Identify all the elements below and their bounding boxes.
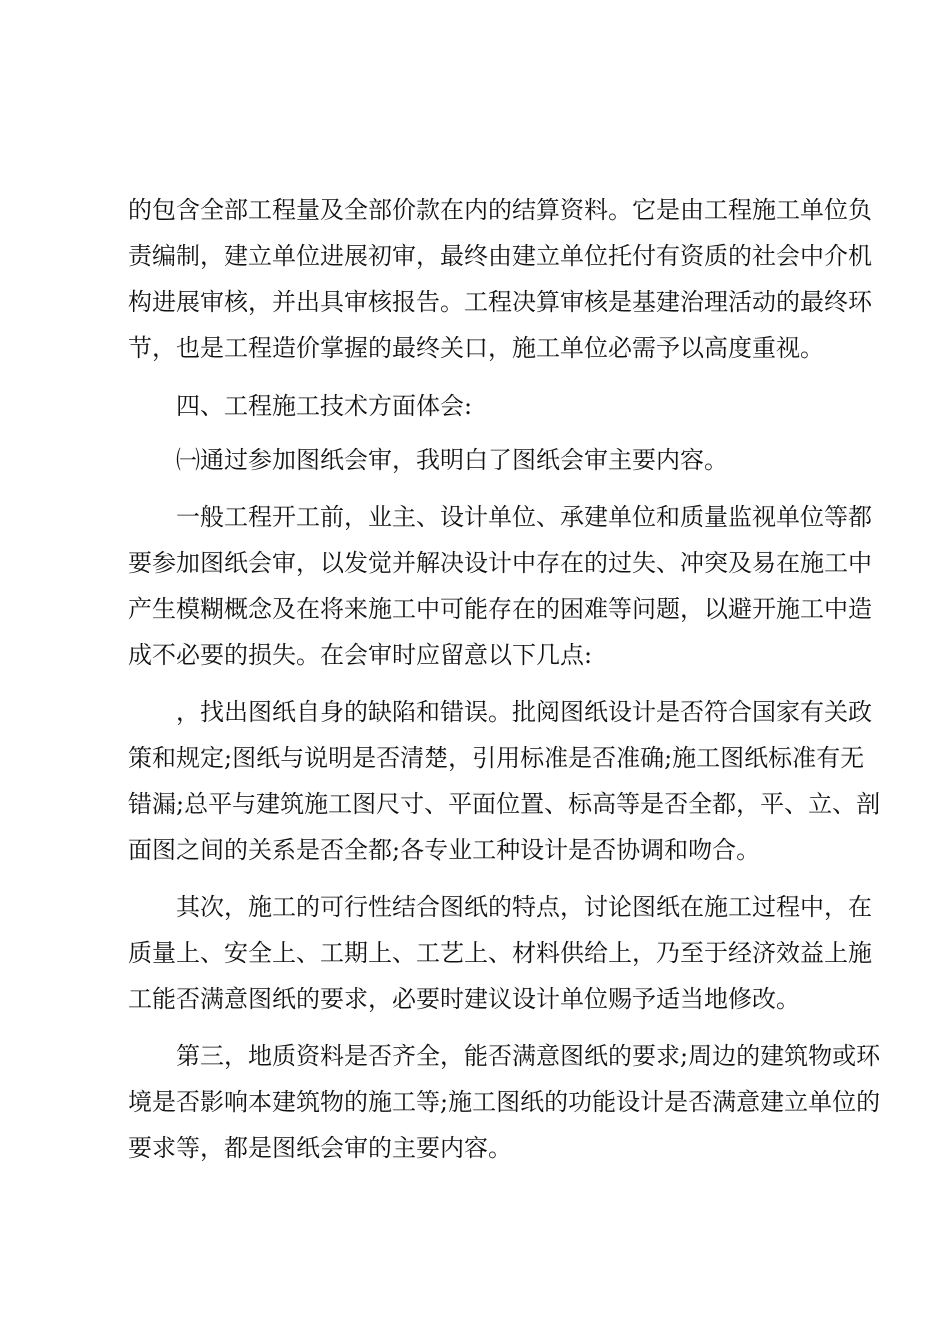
text-line: 产生模糊概念及在将来施工中可能存在的困难等问题，以避开施工中造 (128, 595, 872, 623)
text-line: 责编制，建立单位进展初审，最终由建立单位托付有资质的社会中介机 (128, 242, 872, 270)
text-line: 错漏;总平与建筑施工图尺寸、平面位置、标高等是否全都，平、立、剖 (128, 790, 881, 818)
text-line: 第三，地质资料是否齐全，能否满意图纸的要求;周边的建筑物或环 (176, 1042, 881, 1070)
text-line: 质量上、安全上、工期上、工艺上、材料供给上，乃至于经济效益上施 (128, 939, 872, 967)
text-line: ，找出图纸自身的缺陷和错误。批阅图纸设计是否符合国家有关政 (176, 698, 872, 726)
text-line: 要参加图纸会审，以发觉并解决设计中存在的过失、冲突及易在施工中 (128, 549, 872, 577)
text-line: 工能否满意图纸的要求，必要时建议设计单位赐予适当地修改。 (128, 985, 800, 1013)
subsection-heading: ㈠通过参加图纸会审，我明白了图纸会审主要内容。 (176, 446, 728, 474)
text-line: 一般工程开工前，业主、设计单位、承建单位和质量监视单位等都 (176, 503, 872, 531)
text-line: 成不必要的损失。在会审时应留意以下几点: (128, 641, 593, 669)
text-line: 节，也是工程造价掌握的最终关口，施工单位必需予以高度重视。 (128, 334, 824, 362)
text-line: 构进展审核，并出具审核报告。工程决算审核是基建治理活动的最终环 (128, 288, 872, 316)
text-line: 策和规定;图纸与说明是否清楚，引用标准是否准确;施工图纸标准有无 (128, 744, 865, 772)
section-heading: 四、工程施工技术方面体会: (176, 392, 473, 420)
text-line: 的包含全部工程量及全部价款在内的结算资料。它是由工程施工单位负 (128, 196, 872, 224)
text-line: 其次，施工的可行性结合图纸的特点，讨论图纸在施工过程中，在 (176, 893, 872, 921)
text-line: 境是否影响本建筑物的施工等;施工图纸的功能设计是否满意建立单位的 (128, 1088, 881, 1116)
text-line: 要求等，都是图纸会审的主要内容。 (128, 1134, 512, 1162)
text-line: 面图之间的关系是否全都;各专业工种设计是否协调和吻合。 (128, 836, 761, 864)
